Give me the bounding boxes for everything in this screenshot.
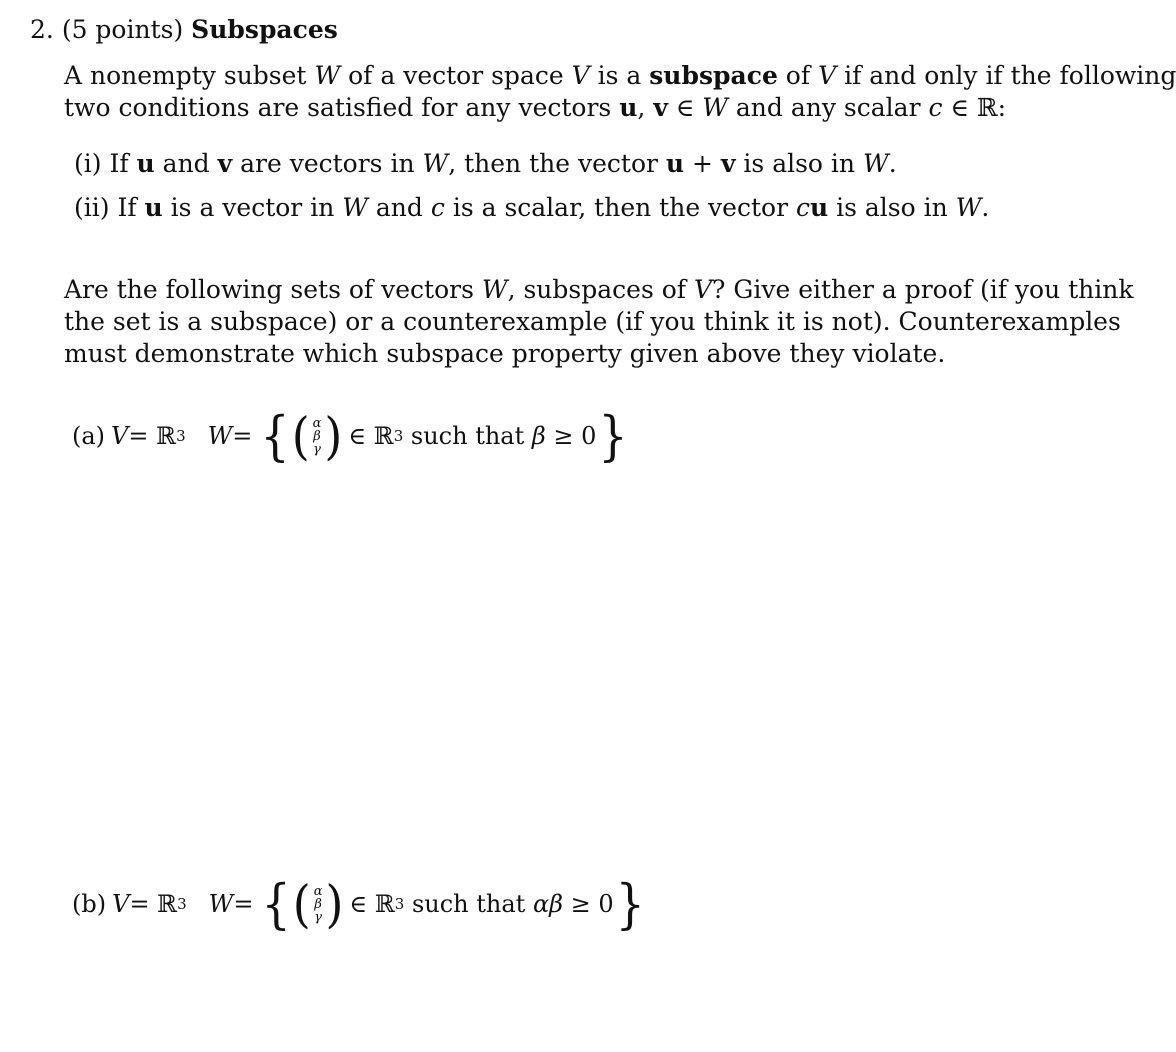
question-line-2: the set is a subspace) or a counterexample (if you think it is not). Counterexamples [64,307,1121,336]
problem-title: Subspaces [191,15,338,44]
left-brace: { [261,872,291,936]
question-line-1: Are the following sets of vectors W, subspaces of V? Give either a proof (if you think [64,275,1134,304]
condition-i: (i) If u and v are vectors in W, then the vector u + v is also in W. [74,149,897,178]
question-line-3: must demonstrate which subspace property given above they violate. [64,339,946,368]
column-vector: α β γ [313,883,323,925]
left-paren: ( [292,874,311,934]
right-brace: } [615,872,645,936]
part-a-label: (a) [72,422,106,450]
part-b-label: (b) [72,890,107,918]
part-a: (a) V = ℝ 3 W = { ( α β γ ) ∈ ℝ 3 such that β ≥ 0 } [72,404,628,468]
problem-points: (5 points) [61,15,184,44]
definition-line-1: A nonempty subset W of a vector space V is a subspace of V if and only if the following [64,61,1176,90]
right-brace: } [598,404,628,468]
part-b: (b) V = ℝ 3 W = { ( α β γ ) ∈ ℝ 3 such that αβ ≥ 0 } [72,872,645,936]
condition-ii: (ii) If u is a vector in W and c is a scalar, then the vector cu is also in W. [74,193,990,222]
left-brace: { [260,404,290,468]
problem-number: 2. [30,15,54,44]
right-paren: ) [325,874,344,934]
column-vector: α β γ [312,415,322,457]
problem-heading [30,14,338,46]
definition-line-2: two conditions are satisfied for any vectors u, v ∈ W and any scalar c ∈ ℝ: [64,93,1007,122]
right-paren: ) [324,406,343,466]
subspace-term: subspace [649,61,778,90]
left-paren: ( [291,406,310,466]
